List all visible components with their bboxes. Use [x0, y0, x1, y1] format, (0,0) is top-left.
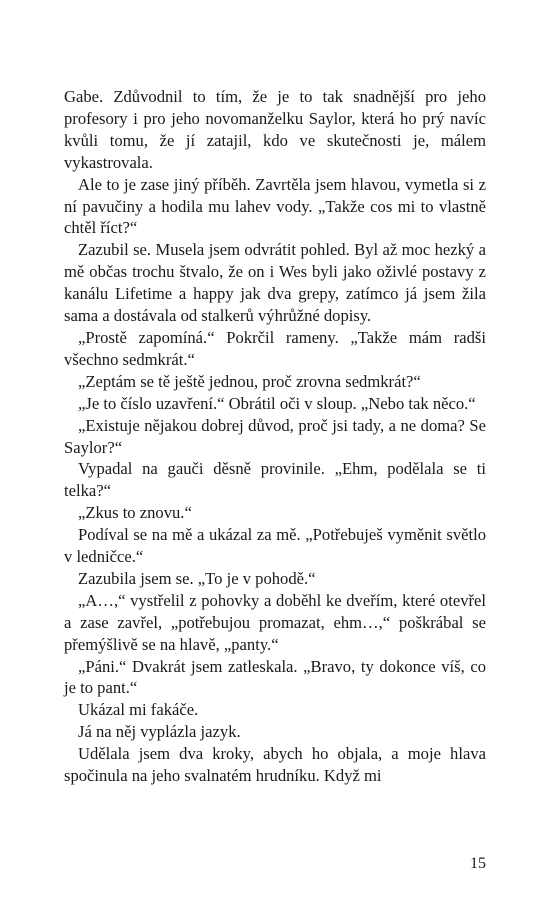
paragraph: Gabe. Zdůvodnil to tím, že je to tak snadnější pro jeho profesory i pro jeho novomanželku Saylor, která ho prý navíc kvůli tomu, že jí zatajil, kdo ve skutečnosti je, málem vykastrovala. — [64, 87, 486, 172]
paragraph: Ukázal mi fakáče. — [78, 700, 199, 720]
page-number: 15 — [470, 855, 486, 872]
paragraph: „A…,“ vystřelil z pohovky a doběhl ke dveřím, které otevřel a zase zavřel, „potřebujou promazat, ehm…,“ poškrábal se přemýšlivě se na hlavě, „panty.“ — [64, 590, 486, 654]
paragraph: Udělala jsem dva kroky, abych ho objala, a moje hlava spočinula na jeho svalnatém hrudníku. Když mi — [64, 744, 486, 786]
paragraph: Já na něj vyplázla jazyk. — [78, 722, 241, 742]
paragraph: „Zeptám se tě ještě jednou, proč zrovna sedmkrát?“ — [78, 371, 421, 391]
paragraph: Podíval se na mě a ukázal za mě. „Potřebuješ vyměnit světlo v ledničce.“ — [64, 525, 486, 567]
paragraph: „Zkus to znovu.“ — [78, 503, 192, 523]
paragraph: Vypadal na gauči děsně provinile. „Ehm, podělala se ti telka?“ — [64, 459, 486, 501]
paragraph: „Páni.“ Dvakrát jsem zatleskala. „Bravo, ty dokonce víš, co je to pant.“ — [64, 656, 486, 698]
paragraph: Zazubil se. Musela jsem odvrátit pohled. Byl až moc hezký a mě občas trochu štvalo, že on i Wes byli jako oživlé postavy z kanálu Lifetime a happy jak dva grepy, zatímco já jsem žila sama a dostávala od stalkerů výhrůžné dopisy. — [64, 240, 486, 326]
paragraph: „Je to číslo uzavření.“ Obrátil oči v sloup. „Nebo tak něco.“ — [78, 393, 476, 413]
paragraph: Ale to je zase jiný příběh. Zavrtěla jsem hlavou, vymetla si z ní pavučiny a hodila mu lahev vody. „Takže cos mi to vlastně chtěl říct?“ — [64, 174, 486, 238]
body-text — [64, 86, 486, 787]
paragraph: Zazubila jsem se. „To je v pohodě.“ — [78, 568, 316, 588]
paragraph: „Prostě zapomíná.“ Pokrčil rameny. „Takže mám radši všechno sedmkrát.“ — [64, 327, 486, 369]
paragraph: „Existuje nějakou dobrej důvod, proč jsi tady, a ne doma? Se Saylor?“ — [64, 415, 486, 457]
